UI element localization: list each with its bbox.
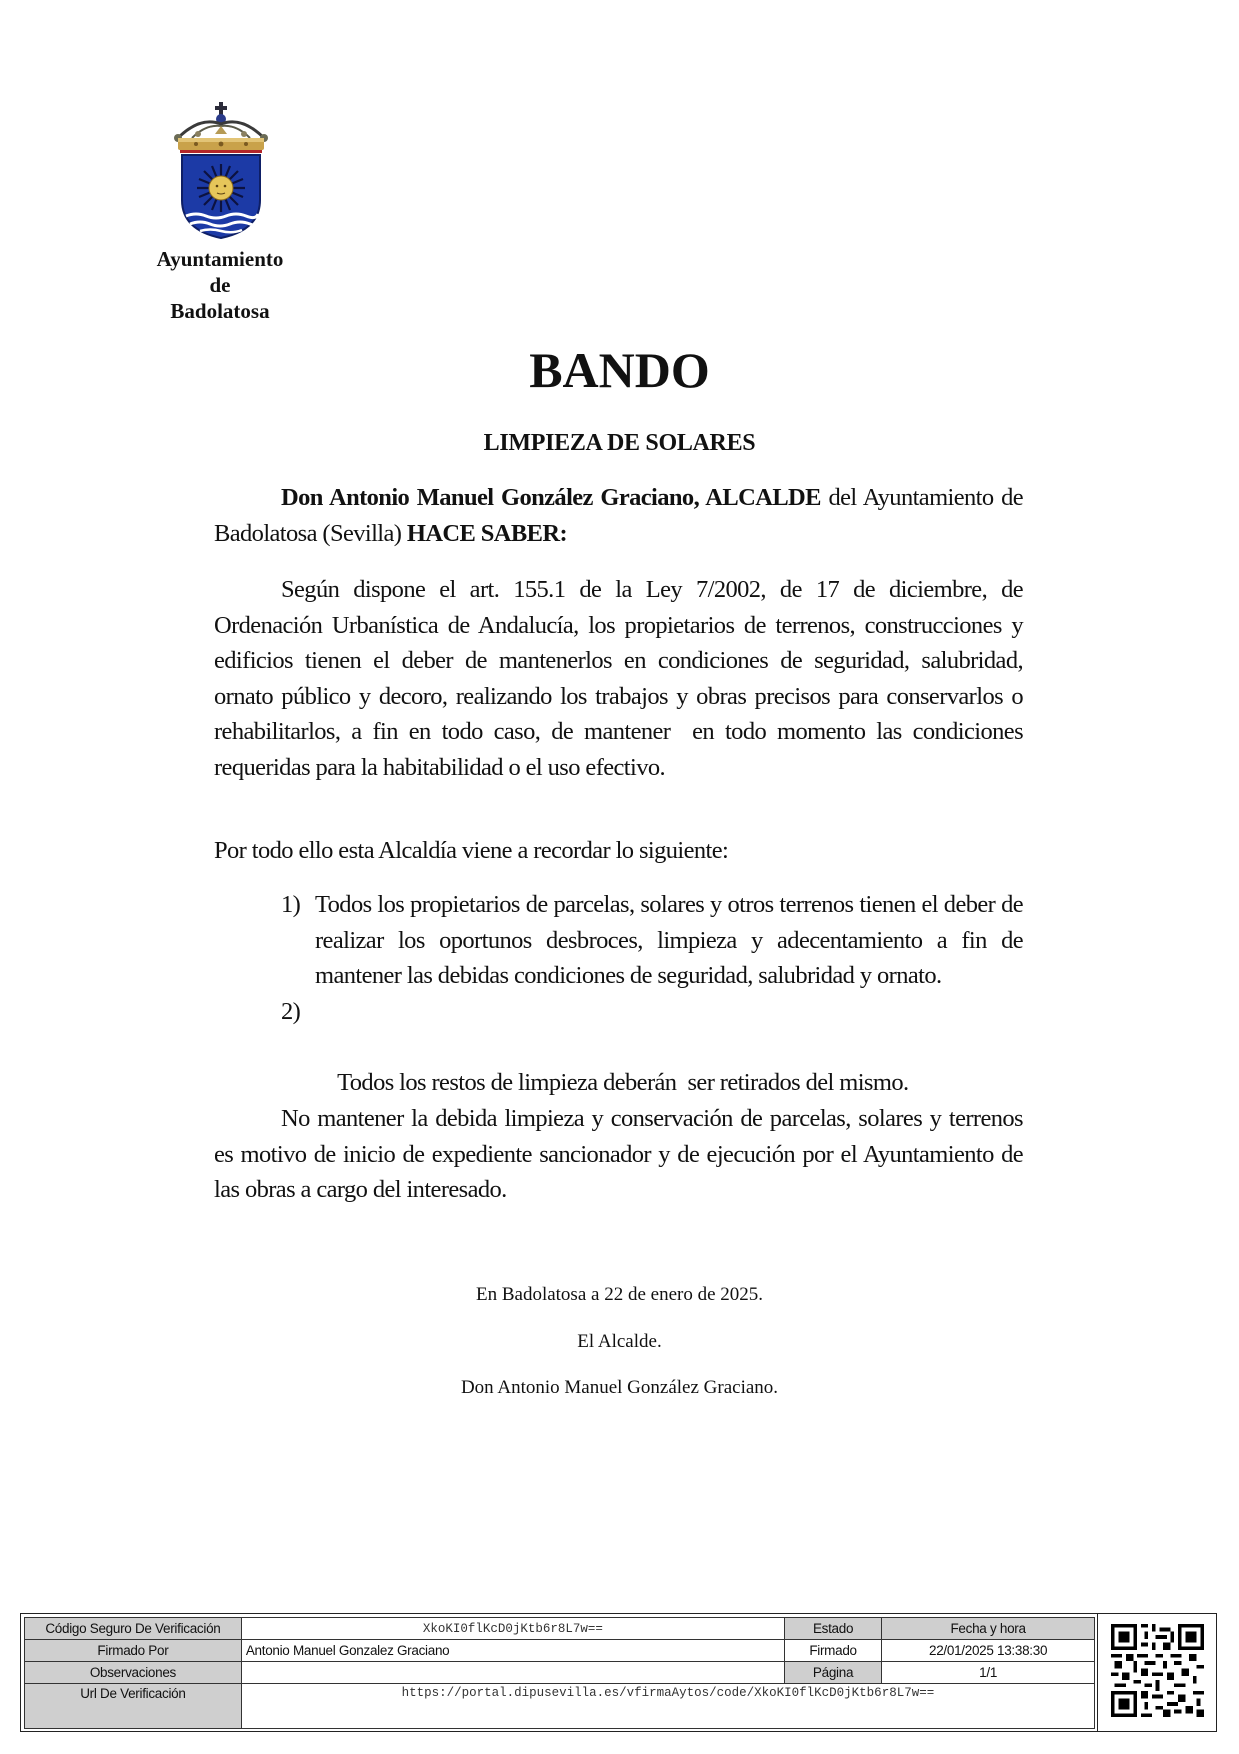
org-line-2: de	[209, 273, 231, 297]
document-title: BANDO	[529, 342, 710, 398]
pagina-value: 1/1	[882, 1662, 1095, 1684]
fecha-value: 22/01/2025 13:38:30	[882, 1640, 1095, 1662]
url-label: Url De Verificación	[25, 1684, 242, 1729]
firmado-por-value: Antonio Manuel Gonzalez Graciano	[241, 1640, 784, 1662]
warning-text: No mantener la debida limpieza y conservación de parcelas, solares y terrenos es motivo de inicio de expediente sancionador y de ejecución por el Ayuntamiento de las obras a cargo del interesado.	[214, 1105, 1023, 1203]
pagina-label: Página	[784, 1662, 881, 1684]
electronic-signature-box	[20, 1613, 1217, 1732]
list-item-text: Todos los restos de limpieza deberán ser retirados del mismo.	[337, 1068, 909, 1096]
organization-name	[140, 246, 300, 324]
recall-text: Por todo ello esta Alcaldía viene a recordar lo siguiente:	[214, 837, 729, 864]
list-item	[281, 887, 1023, 994]
signer-name: Don Antonio Manuel González Graciano.	[460, 1377, 779, 1398]
list-item-number: 2)	[281, 997, 301, 1025]
qr-code-icon[interactable]	[1111, 1624, 1204, 1717]
mayor-name-title: Don Antonio Manuel González Graciano, ALCALDE	[281, 484, 821, 511]
fecha-label: Fecha y hora	[882, 1618, 1095, 1640]
law-paragraph	[214, 572, 1029, 785]
signer-role: El Alcalde.	[577, 1331, 662, 1352]
list-item-text: Todos los propietarios de parcelas, solares y otros terrenos tienen el deber de realizar los oportunos desbroces, limpieza y adecentamiento a fin de mantener las debidas condiciones de seguridad, salubridad y ornato.	[315, 891, 1023, 989]
estado-label: Estado	[784, 1618, 881, 1640]
org-line-3: Badolatosa	[170, 299, 270, 323]
intro-paragraph	[214, 480, 1023, 551]
hace-saber: HACE SABER:	[406, 519, 568, 547]
org-line-1: Ayuntamiento	[156, 247, 284, 271]
law-text: Según dispone el art. 155.1 de la Ley 7/2002, de 17 de diciembre, de Ordenación Urbanística de Andalucía, los propietarios de terrenos, construcciones y edificios tienen el deber de mantenerlos en condiciones de seguridad, salubridad, ornato público y decoro, realizando los trabajos y obras precisos para conservarlos o rehabilitarlos, a fin en todo caso, de mantener en todo momento las condiciones requeridas para la habitabilidad o el uso efectivo.	[214, 576, 1029, 781]
place-date: En Badolatosa a 22 de enero de 2025.	[475, 1284, 764, 1305]
observaciones-value	[241, 1662, 784, 1684]
verification-url-link[interactable]: https://portal.dipusevilla.es/vfirmaAytos/code/XkoKI0flKcD0jKtb6r8L7w==	[241, 1684, 1094, 1729]
estado-value: Firmado	[784, 1640, 881, 1662]
box-divider	[1097, 1614, 1098, 1731]
firmado-por-label: Firmado Por	[25, 1640, 242, 1662]
observaciones-label: Observaciones	[25, 1662, 242, 1684]
recall-paragraph	[214, 833, 1023, 869]
intro-middle: del Ayuntamiento de Badolatosa (Sevilla)	[214, 484, 1024, 547]
document-subtitle: LIMPIEZA DE SOLARES	[483, 430, 756, 456]
list-item-number: 1)	[281, 891, 301, 918]
municipal-coat-of-arms-icon	[170, 100, 272, 240]
warning-paragraph	[214, 1101, 1023, 1208]
obligations-list	[281, 887, 1023, 1136]
csv-value: XkoKI0flKcD0jKtb6r8L7w==	[241, 1618, 784, 1640]
csv-label: Código Seguro De Verificación	[25, 1618, 242, 1640]
verification-table	[24, 1617, 1095, 1729]
